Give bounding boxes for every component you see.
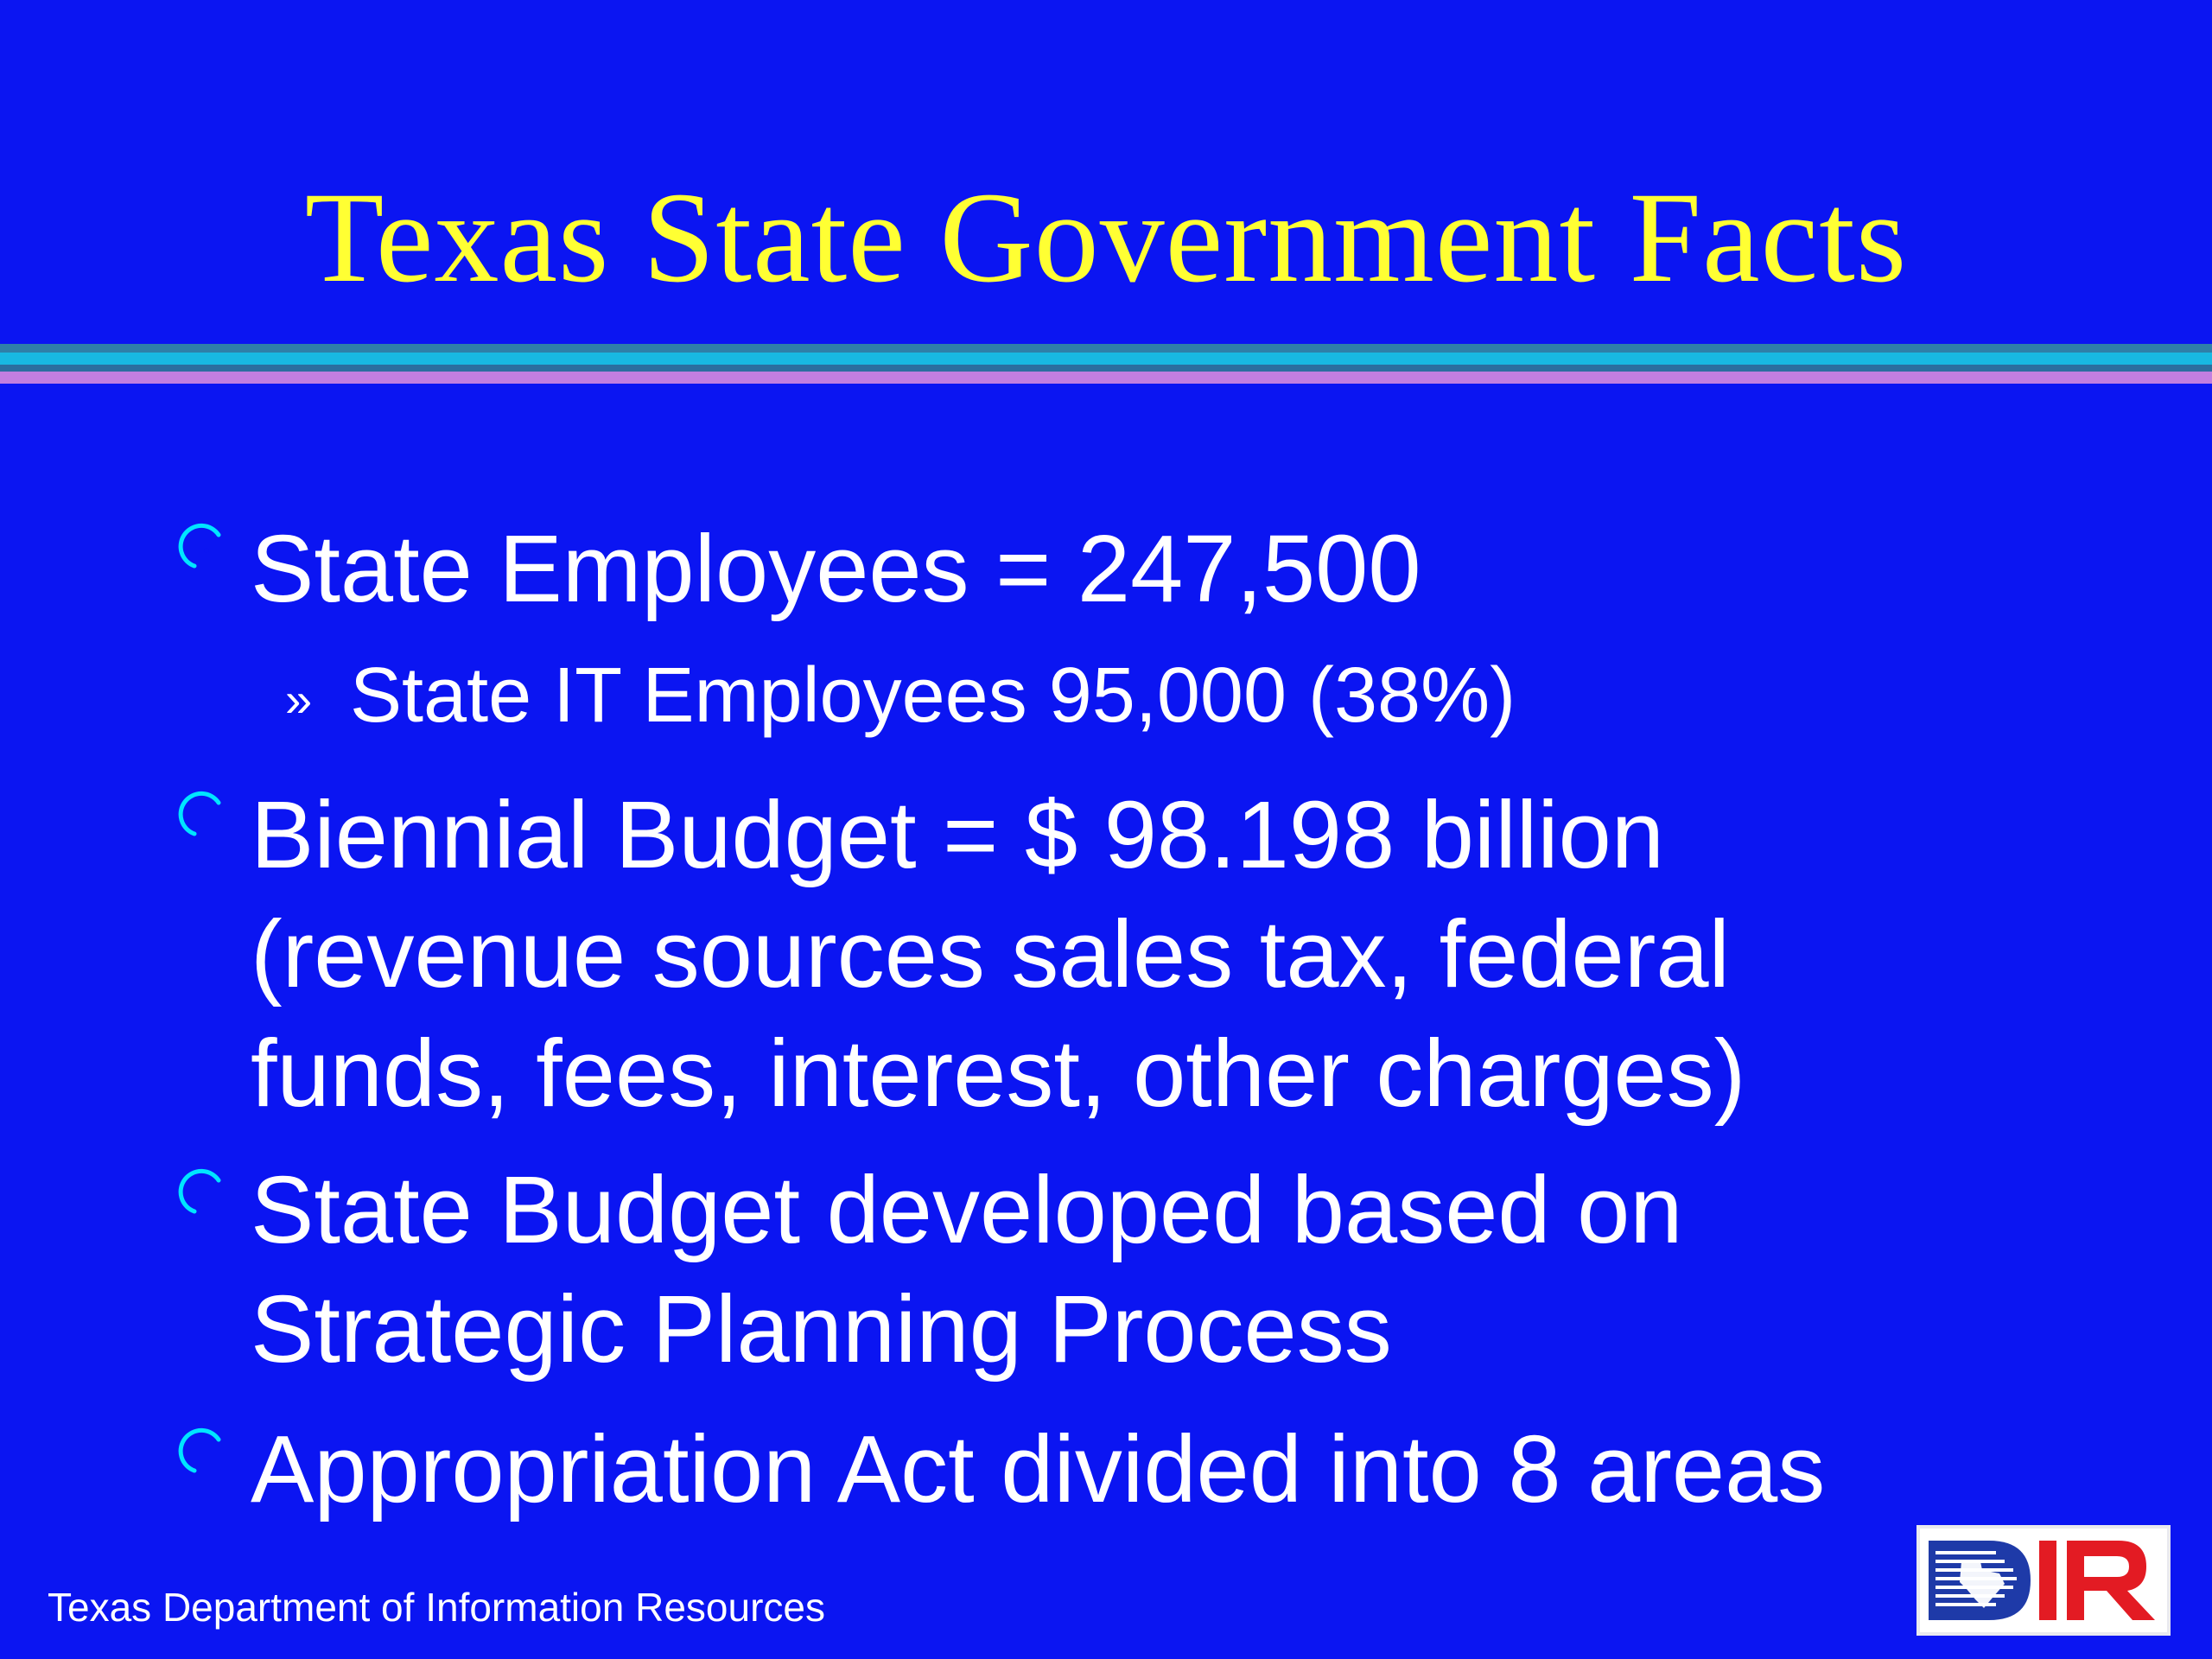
bullet-line: State Budget developed based on [251, 1157, 1683, 1263]
divider-stripe [0, 344, 2212, 353]
bullet-line: Strategic Planning Process [251, 1276, 1392, 1382]
sub-bullet-item: State IT Employees 95,000 (38%) [350, 652, 1516, 739]
divider-stripe [0, 372, 2212, 384]
footer-text: Texas Department of Information Resources [48, 1585, 825, 1630]
bullet-line: State Employees = 247,500 [251, 516, 1421, 622]
bullet-marker-icon [177, 1168, 229, 1220]
bullet-marker-icon [177, 791, 229, 842]
bullet-line: Appropriation Act divided into 8 areas [251, 1416, 1826, 1522]
bullet-line: (revenue sources sales tax, federal [251, 901, 1730, 1007]
dir-logo-graphic [1920, 1529, 2167, 1632]
bullet-item [251, 510, 1892, 629]
bullet-marker-icon [177, 523, 229, 575]
bullet-item [251, 1151, 1892, 1389]
bullet-item [251, 776, 1892, 1134]
title-divider [0, 344, 2212, 385]
sub-bullet-marker: » [285, 672, 313, 727]
divider-stripe [0, 353, 2212, 365]
bullet-line: funds, fees, interest, other charges) [251, 1020, 1746, 1127]
slide-title: Texas State Government Facts [304, 166, 1908, 309]
bullet-line: Biennial Budget = $ 98.198 billion [251, 782, 1664, 888]
divider-stripe [0, 365, 2212, 372]
dir-logo-icon [1916, 1525, 2171, 1636]
bullet-marker-icon [177, 1427, 229, 1479]
bullet-item [251, 1410, 1892, 1529]
